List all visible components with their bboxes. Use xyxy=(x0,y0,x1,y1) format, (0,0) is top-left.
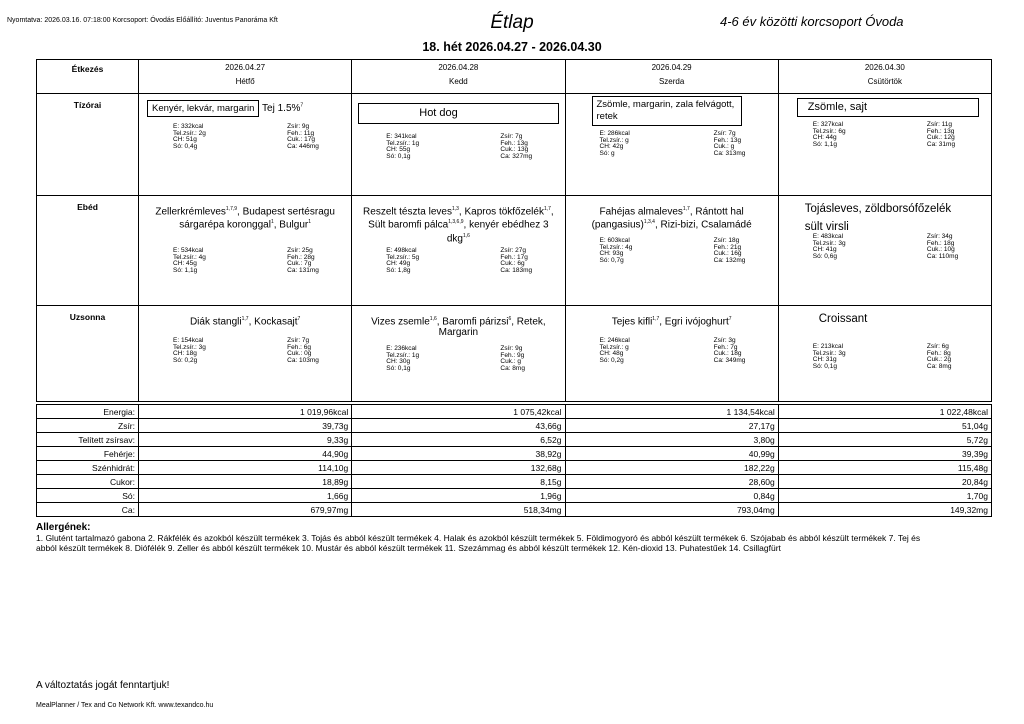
nutrition-info: E: 603kcal Zsír: 18g Tel.zsír.: 4g Feh.: 21g CH: 93g Cuk.: 16g Só: 0,7g Ca: 132mg xyxy=(599,237,746,264)
menu-cell xyxy=(778,94,991,196)
nutrition-info: E: 341kcal Zsír: 7g Tel.zsír.: 1g Feh.: 13g CH: 55g Cuk.: 13g Só: 0,1g Ca: 327mg xyxy=(386,133,533,160)
menu-cell xyxy=(565,306,778,402)
day-header: 2026.04.30 Csütörtök xyxy=(778,60,991,94)
nutrition-info: E: 483kcal Zsír: 34g Tel.zsír.: 3g Feh.: 18g CH: 41g Cuk.: 10g Só: 0,6g Ca: 110mg xyxy=(812,233,959,260)
food-box: Zsömle, margarin, zala felvágott, retek xyxy=(592,96,742,126)
totals-row: Fehérje: 44,90g 38,92g 40,99g 39,39g xyxy=(37,447,992,461)
rights-note: A változtatás jogát fenntartjuk! xyxy=(36,680,170,691)
totals-row: Zsír: 39,73g 43,66g 27,17g 51,04g xyxy=(37,419,992,433)
menu-cell xyxy=(352,196,565,306)
food-text: Tejes kifli$^{1,7}$, Egri ivójoghurt$^7$ xyxy=(611,316,732,328)
meal-row-uzsonna xyxy=(37,306,992,402)
nutrition-info: E: 246kcal Zsír: 3g Tel.zsír.: g Feh.: 7g CH: 48g Cuk.: 18g Só: 0,2g Ca: 349mg xyxy=(599,337,746,364)
totals-row: Ca: 679,97mg 518,34mg 793,04mg 149,32mg xyxy=(37,503,992,517)
day-header: 2026.04.29 Szerda xyxy=(565,60,778,94)
food-text: Tojásleves, zöldborsófőzelék sült virsli xyxy=(804,203,952,233)
nutrition-info: E: 498kcal Zsír: 27g Tel.zsír.: 5g Feh.: 17g CH: 49g Cuk.: 6g Só: 1,8g Ca: 183mg xyxy=(386,247,533,274)
day-header: 2026.04.28 Kedd xyxy=(352,60,565,94)
day-header: 2026.04.27 Hétfő xyxy=(139,60,352,94)
food-text: Vizes zsemle$^{1,6}$, Baromfi párizsi$^6$, Retek, Margarin xyxy=(371,316,546,339)
food-text: Tej 1.5% xyxy=(262,103,301,114)
menu-cell xyxy=(139,196,352,306)
menu-cell xyxy=(778,196,991,306)
food-box: Hot dog xyxy=(358,103,558,124)
food-box: Zsömle, sajt xyxy=(797,98,979,117)
nutrition-info: E: 286kcal Zsír: 7g Tel.zsír.: g Feh.: 13g CH: 42g Cuk.: g Só: g Ca: 313mg xyxy=(599,130,746,157)
nutrition-info: E: 332kcal Zsír: 9g Tel.zsír.: 2g Feh.: 11g CH: 51g Cuk.: 17g Só: 0,4g Ca: 446mg xyxy=(173,123,319,150)
food-text: Diák stangli$^{1,7}$, Kockasajt$^7$ xyxy=(189,316,301,328)
allergens-list: 1. Glutént tartalmazó gabona 2. Rákfélék és azokból készült termékek 3. Tojás és abból készült termékek 4. Halak és azokból készült termékek 5. Földimogyoró és abból készült termékek 6. Szójabab és abból készült termékek 7. Tej és abból készült termékek 8. Diófélék 9. Zeller és abból készült termékek 10. Mustár és abból készült termékek 11. Szezámmag és abból készült termékek 12. Kén-dioxid 13. Puhatestűek 14. Csillagfürt xyxy=(36,533,921,553)
meal-label: Tízórai xyxy=(37,94,139,196)
day-header-row xyxy=(37,60,992,94)
age-group: 4-6 év közötti korcsoport Óvoda xyxy=(720,14,904,29)
menu-cell xyxy=(565,196,778,306)
menu-cell xyxy=(139,306,352,402)
food-text: Zellerkrémleves$^{1,7,9}$, Budapest sertésragu sárgarépa koronggal$^1$, Bulgur$^1$ xyxy=(155,206,335,231)
totals-row: Telített zsírsav: 9,33g 6,52g 3,80g 5,72g xyxy=(37,433,992,447)
totals-row: Só: 1,66g 1,96g 0,84g 1,70g xyxy=(37,489,992,503)
menu-cell xyxy=(352,94,565,196)
totals-row: Cukor: 18,89g 8,15g 28,60g 20,84g xyxy=(37,475,992,489)
totals-row: Szénhidrát: 114,10g 132,68g 182,22g 115,48g xyxy=(37,461,992,475)
menu-table xyxy=(36,59,992,402)
totals-row: Energia: 1 019,96kcal 1 075,42kcal 1 134,54kcal 1 022,48kcal xyxy=(37,405,992,419)
nutrition-info: E: 213kcal Zsír: 6g Tel.zsír.: 3g Feh.: 8g CH: 31g Cuk.: 2g Só: 0,1g Ca: 8mg xyxy=(812,343,952,370)
footer-credit: MealPlanner / Tex and Co Network Kft. www.texandco.hu xyxy=(36,702,214,709)
totals-table xyxy=(36,404,992,517)
nutrition-info: E: 154kcal Zsír: 7g Tel.zsír.: 3g Feh.: 6g CH: 18g Cuk.: 0g Só: 0,2g Ca: 103mg xyxy=(173,337,319,364)
nutrition-info: E: 327kcal Zsír: 11g Tel.zsír.: 6g Feh.: 13g CH: 44g Cuk.: 12g Só: 1,1g Ca: 31mg xyxy=(812,121,956,148)
meal-label: Uzsonna xyxy=(37,306,139,402)
food-box: Kenyér, lekvár, margarin xyxy=(147,100,259,117)
food-text: Reszelt tészta leves$^{1,3}$, Kapros tökfőzelék$^{1,7}$, Sült baromfi pálca$^{1,3,6,9}$, kenyér ebédhez 3 dkg$^{1,6}$ xyxy=(363,206,554,244)
meal-row-ebed xyxy=(37,196,992,306)
nutrition-info: E: 534kcal Zsír: 25g Tel.zsír.: 4g Feh.: 28g CH: 45g Cuk.: 7g Só: 1,1g Ca: 131mg xyxy=(173,247,319,274)
food-text: Croissant xyxy=(818,313,868,325)
menu-cell xyxy=(565,94,778,196)
page-title: Étlap xyxy=(490,12,534,33)
week-subtitle: 18. hét 2026.04.27 - 2026.04.30 xyxy=(422,40,602,54)
menu-cell: Kenyér, lekvár, margarin Tej 1.5%$^7$ E: 332kcal Zsír: 9g Tel.zsír.: 2g Feh.: 11g CH: 51g Cuk.: 17g Só: 0,4g Ca: 446mg xyxy=(139,94,352,196)
meal-column-header: Étkezés xyxy=(37,60,139,94)
nutrition-info: E: 236kcal Zsír: 9g Tel.zsír.: 1g Feh.: 9g CH: 30g Cuk.: g Só: 0,1g Ca: 8mg xyxy=(386,345,525,372)
menu-cell xyxy=(352,306,565,402)
meal-row-tizorai xyxy=(37,94,992,196)
menu-cell xyxy=(778,306,991,402)
allergens-title: Allergének: xyxy=(36,522,91,533)
print-info: Nyomtatva: 2026.03.16. 07:18:00 Korcsoport: Óvodás Előállító: Juventus Panoráma Kft xyxy=(7,17,278,24)
meal-label: Ebéd xyxy=(37,196,139,306)
food-text: Fahéjas almaleves$^{1,7}$, Rántott hal (pangasius)$^{1,3,4}$, Rizi-bizi, Csalamádé xyxy=(591,206,752,231)
